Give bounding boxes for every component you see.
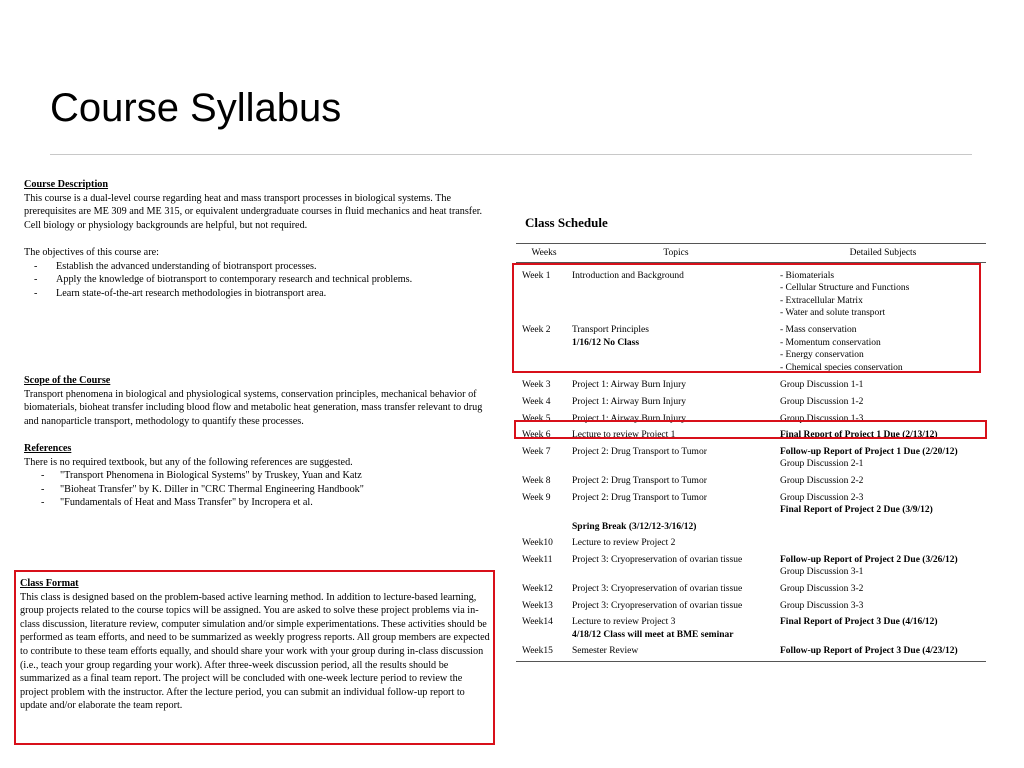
course-description-section — [24, 178, 486, 300]
table-row: Week12 Project 3: Cryopreservation of ovarian tissue Group Discussion 3-2 — [522, 584, 864, 595]
course-description-heading: Course Description — [24, 179, 109, 190]
scope-text: Transport phenomena in biological and physiological systems, conservation principles, mechanical behavior of biomaterials, bioheat transfer including blood flow and metabolic heat generation, mass transfer relevant to drug and nanoparticle transport, methodology to quantify these processes. — [24, 388, 483, 427]
slide-title: Course Syllabus — [50, 86, 342, 130]
table-row: Week14 Lecture to review Project 3 4/18/12 Class will meet at BME seminar Final Report of Project 3 Due (4/16/12) — [522, 617, 938, 640]
scope-section — [24, 374, 486, 510]
table-row: Week 5 Project 1: Airway Burn Injury Group Discussion 1-3 — [522, 413, 864, 424]
table-row: Week 7 Project 2: Drug Transport to Tumor Follow-up Report of Project 1 Due (2/20/12) Group Discussion 2-1 — [522, 446, 958, 470]
table-row: Week 9 Project 2: Drug Transport to Tumor Group Discussion 2-3 Final Report of Project 2 Due (3/9/12) — [522, 492, 933, 516]
header-weeks: Weeks — [516, 244, 572, 263]
schedule-title: Class Schedule — [525, 215, 608, 230]
table-row: Week 1 Introduction and Background - Biomaterials - Cellular Structure and Functions - Extracellular Matrix - Water and solute transport — [522, 270, 910, 319]
class-format-text: This class is designed based on the problem-based active learning method. In addition to lecture-based learning, group projects related to the course topics will be assigned. You are asked to solve these project problems via in-class discussion, literature review, computer simulation and/or simple experimentations. These activities should be performed as team efforts, and need to be summarized as weekly progress reports. All group members are expected to contribute to these team efforts equally, and should share your work with your group during in-class discussion (i.e., teach your group regarding your work). After three-week discussion period, all the results should be summarized as a final team report. The project will be concluded with one-week lecture period to review the project problem with the instructor. After the lecture period, you can submit an individual follow-up report to update and/or elaborate the team report. — [20, 591, 490, 712]
reference-item: - "Bioheat Transfer" by K. Diller in "CRC Thermal Engineering Handbook" — [41, 483, 364, 495]
weeks-1-2-highlight-box — [512, 263, 981, 373]
objective-item: - Establish the advanced understanding of biotransport processes. — [34, 260, 317, 272]
header-details: Detailed Subjects — [780, 244, 986, 263]
reference-item: - "Fundamentals of Heat and Mass Transfer" by Incropera et al. — [41, 497, 313, 509]
table-row: Week 6 Lecture to review Project 1 Final Report of Project 1 Due (2/13/12) — [522, 430, 938, 441]
table-row: Week13 Project 3: Cryopreservation of ovarian tissue Group Discussion 3-3 — [522, 600, 864, 611]
objective-item: - Learn state-of-the-art research methodologies in biotransport area. — [34, 287, 327, 299]
objective-item: - Apply the knowledge of biotransport to contemporary research and technical problems. — [34, 274, 413, 286]
references-intro: There is no required textbook, but any of the following references are suggested. — [24, 456, 353, 468]
table-row: Week11 Project 3: Cryopreservation of ovarian tissue Follow-up Report of Project 2 Due (3/26/12) Group Discussion 3-1 — [522, 554, 958, 578]
table-row — [516, 521, 986, 534]
objectives-intro: The objectives of this course are: — [24, 246, 159, 258]
class-format-highlight-box — [14, 570, 495, 745]
table-row: Week10 Lecture to review Project 2 — [522, 538, 676, 549]
header-topics: Topics — [572, 244, 780, 263]
title-divider — [50, 154, 972, 155]
spring-break-note: Spring Break (3/12/12-3/16/12) — [572, 521, 697, 532]
references-heading: References — [24, 442, 72, 454]
scope-heading: Scope of the Course — [24, 375, 111, 386]
class-format-heading: Class Format — [20, 578, 79, 589]
course-description-text: This course is a dual-level course regarding heat and mass transport processes in biological systems. The prerequisites are ME 309 and ME 315, or equivalent undergraduate courses in fluid mechanics and heat transfer. Cell biology or physiology backgrounds are helpful, but not required. — [24, 192, 483, 231]
week-6-highlight-box — [514, 420, 987, 439]
table-row: Week15 Semester Review Follow-up Report of Project 3 Due (4/23/12) — [516, 645, 986, 661]
objectives-list — [24, 260, 486, 301]
table-row: Week 8 Project 2: Drug Transport to Tumor Group Discussion 2-2 — [522, 475, 864, 486]
table-row: Week 3 Project 1: Airway Burn Injury Group Discussion 1-1 — [522, 380, 864, 391]
reference-item: - "Transport Phenomena in Biological Systems" by Truskey, Yuan and Katz — [41, 470, 362, 482]
table-row: Week 4 Project 1: Airway Burn Injury Group Discussion 1-2 — [522, 396, 864, 407]
references-list — [24, 469, 486, 510]
table-row: Week 2 Transport Principles 1/16/12 No Class - Mass conservation - Momentum conservation - Energy conservation - Chemical species conservation — [522, 324, 903, 373]
schedule-header-row — [516, 244, 986, 263]
